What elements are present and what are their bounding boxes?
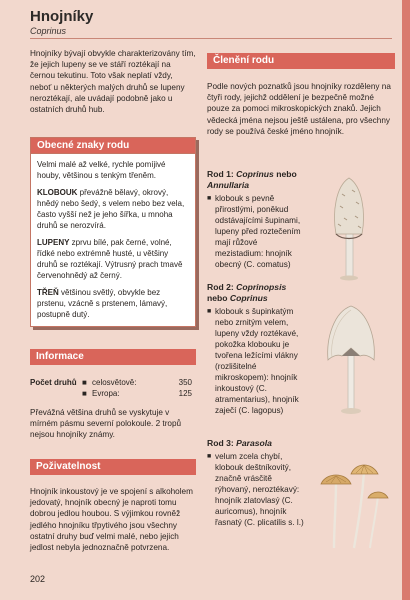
genus-2-list	[207, 306, 307, 416]
general-intro: Velmi malé až velké, rychle pomíjivé houby, většinou s tenkým třeněm.	[37, 160, 166, 180]
edibility-section	[30, 459, 196, 553]
genus-2-title: Rod 2: Coprinopsis nebo Coprinus	[207, 282, 287, 303]
stem-description	[37, 287, 189, 320]
genus-1-title: Rod 1: Coprinus nebo Annullaria	[207, 169, 297, 190]
edibility-heading: Poživatelnost	[30, 459, 196, 475]
general-features-box	[30, 137, 196, 327]
genus-3	[207, 438, 307, 528]
cap-text: převážně bělavý, okrový, hnědý nebo šedý, s velem nebo bez vela, často vyšší než je jeho šířka, u mnoha druhů se nerozvírá.	[37, 188, 185, 230]
genus-2-description: ■ klobouk s šupinkatým nebo zrnitým velem, lupeny vždy roztékavé, pokožka klobouku je tvořena ležícími vlákny (rozlišitelné mikroskopem): hnojník inkoustový (C. atramentarius), hnojník zaječí (C. lagopus)	[207, 306, 307, 416]
bullet-icon: ■	[82, 378, 87, 387]
stem-text: většinou světlý, obvykle bez prstenu, vzácně s prstenem, lámavý, postupně dutý.	[37, 288, 168, 319]
intro-paragraph: Hnojníky bývají obvykle charakterizovány tím, že jejich lupeny se ve stáří roztékají na černou tekutinu. Toto však neplatí vždy, neboť u některých malých druhů se lupeny neroztékají, ale uvádají podobně jako u ostatních druhů hub.	[30, 49, 196, 115]
info-section	[30, 349, 196, 441]
genus-1	[207, 169, 307, 270]
gills-label: LUPENY	[37, 238, 70, 247]
page-title: Hnojníky	[30, 8, 94, 25]
parasola-illustration	[306, 452, 396, 552]
gills-text: zprvu bílé, pak černé, volné, řídké nebo extrémně husté, u většiny druhů se roztékají. Výtrusný prach tmavě červenohnědý až černý.	[37, 238, 183, 280]
genus-1-list	[207, 193, 307, 270]
bullet-icon: ■	[82, 389, 87, 398]
division-intro: Podle nových poznatků jsou hnojníky rozděleny na čtyři rody, jejichž oddělení je bezpečně možné pouze za pomoci mikroskopických znaků. Jejich vědecká jména nejsou ještě ustálena, pro všechny rody se používá české jméno hnojník.	[207, 82, 391, 136]
europe-value: 125	[178, 389, 192, 398]
species-count	[30, 377, 196, 399]
ink-cap-illustration	[318, 298, 383, 418]
division-section	[207, 53, 395, 137]
general-features-heading: Obecné znaky rodu	[31, 138, 195, 154]
count-label: Počet druhů	[30, 378, 77, 387]
genus-1-description: ■ klobouk s pevně přirostlými, poněkud odstávajícími šupinami, lupeny před roztečením mají růžové mezistadium: hnojník obecný (C. comatus)	[207, 193, 307, 270]
genus-3-list	[207, 451, 307, 528]
stem-label: TŘEŇ	[37, 288, 59, 297]
world-label: celosvětově:	[92, 378, 137, 387]
shaggy-mane-illustration	[322, 172, 377, 282]
cap-label: KLOBOUK	[37, 188, 78, 197]
title-rule	[30, 38, 392, 39]
edibility-text: Hnojník inkoustový je ve spojení s alkoholem jedovatý, hnojník obecný je naproti tomu dobrou jedlou houbou. S výjimkou rovněž jedlého hnojníku třpytivého jsou všechny ostatní druhy buď velmi malé, nebo jejich jedlost nebyla jednoznačně potvrzena.	[30, 487, 193, 553]
gills-description	[37, 237, 189, 281]
info-heading: Informace	[30, 349, 196, 365]
division-heading: Členění rodu	[207, 53, 395, 69]
page-number: 202	[30, 574, 46, 584]
cap-description	[37, 187, 189, 231]
page-edge-tab	[402, 0, 410, 600]
genus-3-title: Rod 3: Parasola	[207, 438, 272, 448]
genus-2	[207, 282, 307, 416]
page-subtitle: Coprinus	[30, 26, 67, 36]
europe-label: Evropa:	[92, 389, 120, 398]
world-value: 350	[178, 378, 192, 387]
genus-3-description: ■ velum zcela chybí, klobouk deštníkovitý, značně vrásčitě rýhovaný, neroztékavý: hnojník zlatovlasý (C. auricomus), hnojník řasnatý (C. plicatilis s. l.)	[207, 451, 307, 528]
info-note: Převážná většina druhů se vyskytuje v mírném pásmu severní polokoule. 2 tropů nejsou hnojníky známy.	[30, 408, 182, 440]
